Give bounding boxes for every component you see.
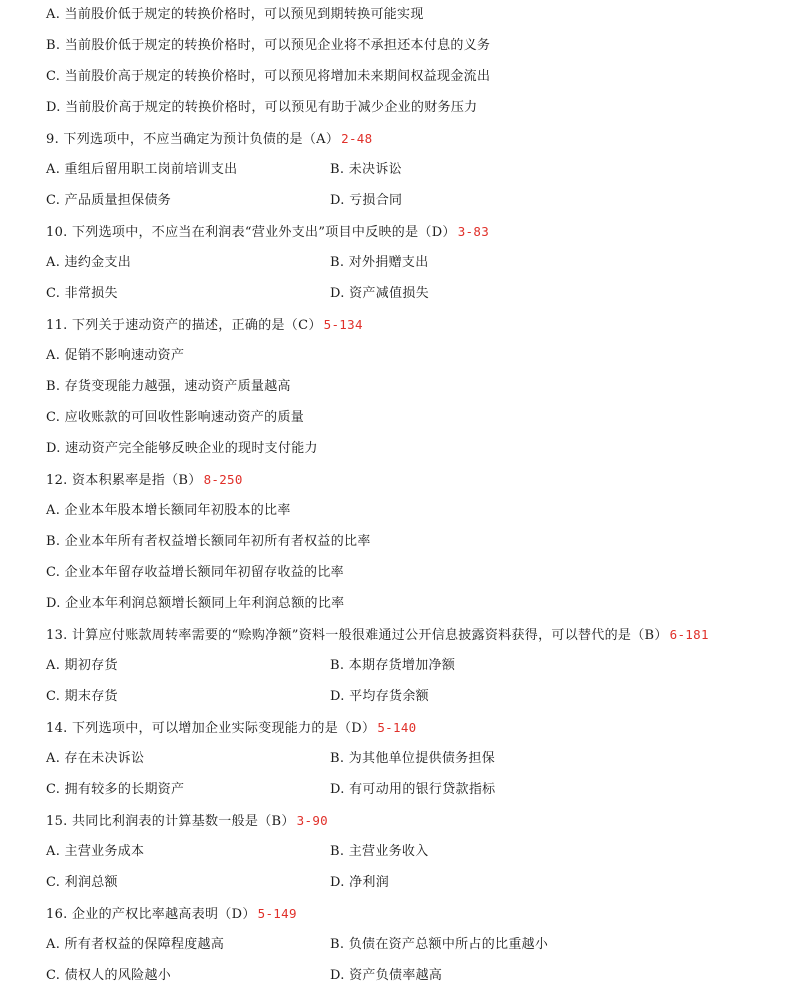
option-line: D. 资产减值损失 — [330, 286, 429, 301]
option-line: A. 期初存货 — [46, 658, 118, 673]
option-line: B. 为其他单位提供债务担保 — [330, 751, 496, 766]
option-line: A. 当前股价低于规定的转换价格时，可以预见到期转换可能实现 — [46, 7, 424, 22]
option-line: A. 促销不影响速动资产 — [46, 348, 185, 363]
page-reference: 5-149 — [257, 906, 297, 921]
option-line: C. 产品质量担保债务 — [46, 193, 172, 208]
question-text: 10. 下列选项中，不应当在利润表“营业外支出”项目中反映的是（D） — [46, 225, 456, 240]
option-line: C. 非常损失 — [46, 286, 118, 301]
option-line: B. 负债在资产总额中所占的比重越小 — [330, 937, 549, 952]
option-line: D. 净利润 — [330, 875, 390, 890]
option-line: C. 期末存货 — [46, 689, 118, 704]
option-line: A. 违约金支出 — [46, 255, 132, 270]
question-heading — [46, 810, 328, 832]
page-reference: 2-48 — [341, 131, 373, 146]
page-reference: 3-90 — [296, 813, 328, 828]
question-text: 13. 计算应付账款周转率需要的“赊购净额”资料一般很难通过公开信息披露资料获得，可以替代的是（B） — [46, 628, 668, 643]
option-line: B. 企业本年所有者权益增长额同年初所有者权益的比率 — [46, 534, 371, 549]
option-line: B. 主营业务收入 — [330, 844, 429, 859]
question-heading — [46, 221, 489, 243]
question-heading — [46, 128, 372, 150]
option-line: C. 应收账款的可回收性影响速动资产的质量 — [46, 410, 305, 425]
option-line: D. 当前股价高于规定的转换价格时，可以预见有助于减少企业的财务压力 — [46, 100, 478, 115]
option-line: B. 对外捐赠支出 — [330, 255, 429, 270]
question-heading — [46, 624, 709, 646]
option-line: A. 企业本年股本增长额同年初股本的比率 — [46, 503, 291, 518]
page-reference: 5-134 — [323, 317, 363, 332]
question-text: 14. 下列选项中，可以增加企业实际变现能力的是（D） — [46, 721, 376, 736]
option-line: C. 利润总额 — [46, 875, 118, 890]
option-line: A. 所有者权益的保障程度越高 — [46, 937, 225, 952]
option-line: D. 速动资产完全能够反映企业的现时支付能力 — [46, 441, 318, 456]
option-line: D. 企业本年利润总额增长额同上年利润总额的比率 — [46, 596, 345, 611]
option-line: D. 平均存货余额 — [330, 689, 429, 704]
option-line: D. 亏损合同 — [330, 193, 403, 208]
option-line: C. 当前股价高于规定的转换价格时，可以预见将增加未来期间权益现金流出 — [46, 69, 491, 84]
option-line: A. 重组后留用职工岗前培训支出 — [46, 162, 238, 177]
question-text: 9. 下列选项中，不应当确定为预计负债的是（A） — [46, 132, 340, 147]
option-line: B. 未决诉讼 — [330, 162, 402, 177]
question-text: 12. 资本积累率是指（B） — [46, 473, 202, 488]
question-heading — [46, 469, 243, 491]
option-line: C. 企业本年留存收益增长额同年初留存收益的比率 — [46, 565, 344, 580]
option-line: A. 主营业务成本 — [46, 844, 145, 859]
option-line: B. 当前股价低于规定的转换价格时，可以预见企业将不承担还本付息的义务 — [46, 38, 491, 53]
question-text: 11. 下列关于速动资产的描述，正确的是（C） — [46, 318, 322, 333]
question-text: 15. 共同比利润表的计算基数一般是（B） — [46, 814, 295, 829]
page-reference: 5-140 — [377, 720, 417, 735]
question-text: 16. 企业的产权比率越高表明（D） — [46, 907, 256, 922]
option-line: C. 债权人的风险越小 — [46, 968, 172, 983]
option-line: B. 本期存货增加净额 — [330, 658, 456, 673]
page-reference: 3-83 — [457, 224, 490, 239]
question-heading — [46, 903, 297, 925]
page-reference: 6-181 — [669, 627, 709, 642]
option-line: A. 存在未决诉讼 — [46, 751, 145, 766]
page-reference: 8-250 — [203, 472, 243, 487]
option-line: B. 存货变现能力越强，速动资产质量越高 — [46, 379, 291, 394]
question-heading — [46, 314, 363, 336]
option-line: D. 有可动用的银行贷款指标 — [330, 782, 496, 797]
option-line: C. 拥有较多的长期资产 — [46, 782, 185, 797]
question-heading — [46, 717, 416, 739]
option-line: D. 资产负债率越高 — [330, 968, 443, 983]
